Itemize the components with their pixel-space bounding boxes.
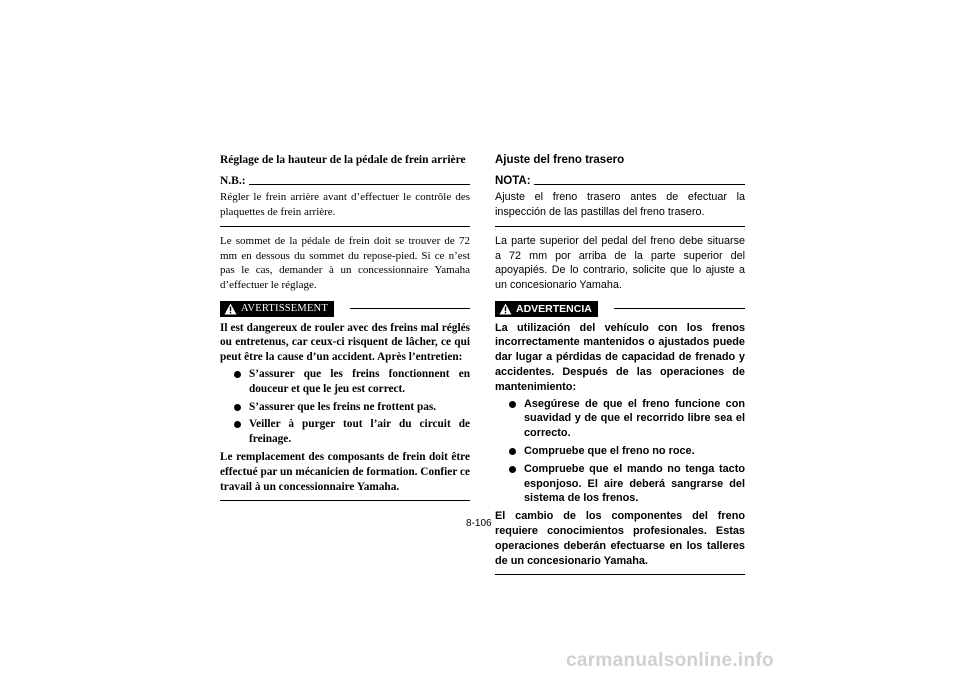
bullet-dot-icon	[509, 448, 516, 455]
warning-triangle-icon	[224, 303, 237, 315]
spanish-column	[495, 153, 745, 575]
warning-end-divider-fr	[220, 500, 470, 501]
body-text-es: La parte superior del pedal del freno debe situarse a 72 mm por arriba de la parte superior del apoyapiés. De lo contrario, solicite que lo ajuste a un concesionario Yamaha.	[495, 235, 745, 291]
bullet-dot-icon	[234, 371, 241, 378]
list-item: Asegúrese de que el freno funcione con suavidad y de que el recorrido libre sea el correcto.	[495, 397, 745, 441]
warning-badge-fr	[220, 301, 334, 317]
list-item: Compruebe que el mando no tenga tacto esponjoso. El aire deberá sangrarse del sistema de los frenos.	[495, 462, 745, 506]
note-divider-fr	[249, 184, 470, 185]
warning-label-fr: AVERTISSEMENT	[241, 302, 328, 314]
watermark: carmanualsonline.info	[566, 650, 774, 671]
section-heading-es: Ajuste del freno trasero	[495, 154, 625, 166]
list-item: Veiller à purger tout l’air du circuit de freinage.	[220, 417, 470, 447]
note-text-fr: Régler le frein arrière avant d’effectuer le contrôle des plaquettes de frein arrière.	[220, 191, 470, 218]
page-number: 8-106	[466, 518, 492, 529]
note-end-divider-es	[495, 226, 745, 227]
note-header-es	[495, 174, 745, 188]
note-end-divider-fr	[220, 226, 470, 227]
body-text-fr: Le sommet de la pédale de frein doit se trouver de 72 mm en dessous du sommet du repose-pied. Si ce n’est pas le cas, demander à un concessionnaire Yamaha d’effectuer le réglage.	[220, 235, 470, 291]
list-item: Compruebe que el freno no roce.	[495, 444, 745, 459]
note-label-fr: N.B.:	[220, 175, 246, 187]
warning-label-es: ADVERTENCIA	[516, 302, 592, 315]
warning-outro-es: El cambio de los componentes del freno requiere conocimientos profesionales. Estas operaciones deberán efectuarse en los talleres de un concesionario Yamaha.	[495, 510, 745, 567]
note-text-es: Ajuste el freno trasero antes de efectuar la inspección de las pastillas del freno trasero.	[495, 191, 745, 218]
bullet-dot-icon	[509, 466, 516, 473]
warning-header-es	[495, 301, 745, 317]
warning-bullets-fr	[220, 367, 470, 447]
warning-intro-es: La utilización del vehículo con los frenos incorrectamente mantenidos o ajustados puede dar lugar a pérdidas de capacidad de frenado y accidentes. Después de las operaciones de mantenimiento:	[495, 321, 745, 393]
bullet-dot-icon	[234, 421, 241, 428]
note-divider-es	[534, 184, 745, 185]
note-header-fr	[220, 174, 470, 188]
french-column	[220, 153, 470, 501]
warning-badge-es	[495, 301, 598, 317]
warning-outro-fr: Le remplacement des composants de frein doit être effectué par un mécanicien de formation. Confier ce travail à un concessionnaire Yamaha.	[220, 450, 470, 493]
list-item: S’assurer que les freins ne frottent pas.	[220, 400, 470, 415]
warning-bullets-es	[495, 397, 745, 507]
warning-triangle-icon	[499, 303, 512, 315]
warning-end-divider-es	[495, 574, 745, 575]
warning-divider-es	[614, 308, 745, 309]
warning-header-fr	[220, 301, 470, 317]
bullet-dot-icon	[234, 404, 241, 411]
warning-intro-fr: Il est dangereux de rouler avec des freins mal réglés ou entretenus, car ceux-ci risquent de lâcher, ce qui peut être la cause d’un accident. Après l’entretien:	[220, 321, 470, 364]
list-item: S’assurer que les freins fonctionnent en douceur et que le jeu est correct.	[220, 367, 470, 397]
warning-divider-fr	[350, 308, 470, 309]
note-label-es: NOTA:	[495, 175, 531, 187]
section-heading-fr: Réglage de la hauteur de la pédale de frein arrière	[220, 154, 466, 166]
bullet-dot-icon	[509, 401, 516, 408]
